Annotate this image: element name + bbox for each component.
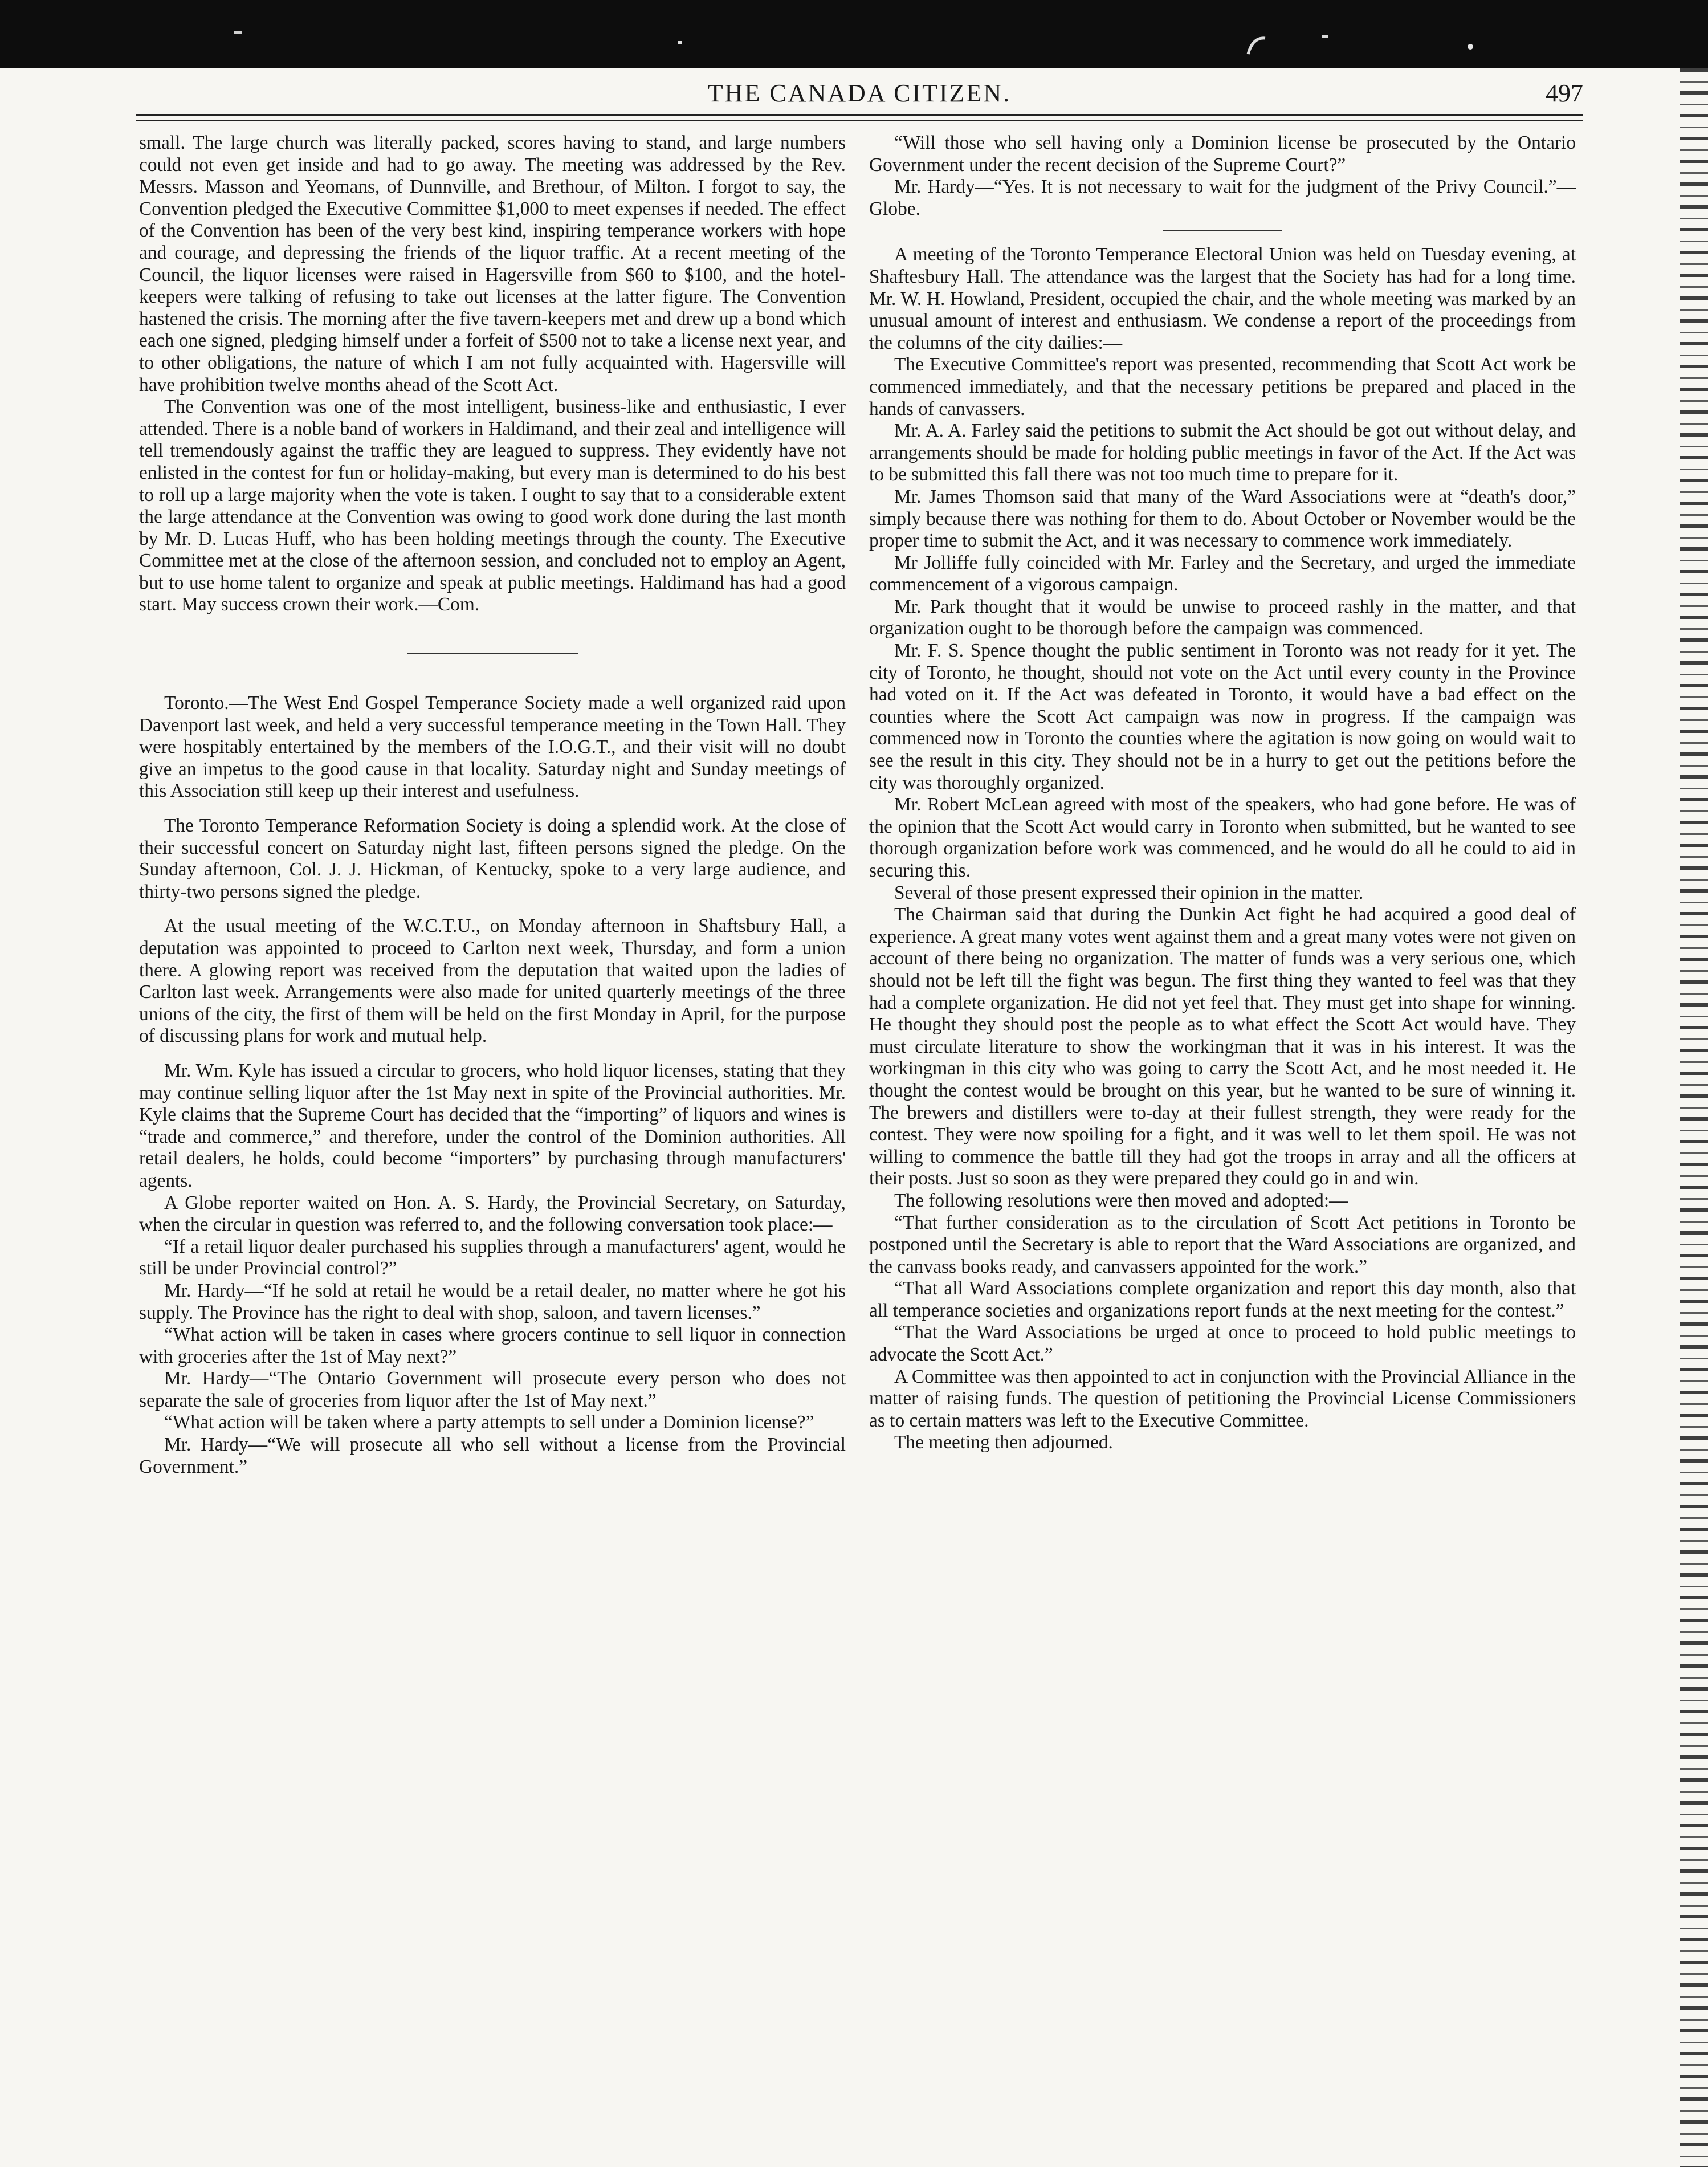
paragraph: A meeting of the Toronto Temperance Electoral Union was held on Tuesday evening, at Shaftesbury Hall. The attendance was the largest that the Society has had for a long time. Mr. W. H. Howland, President, occupied the chair, and the whole meeting was marked by an unusual amount of interest and enthusiasm. We condense a report of the proceedings from the columns of the city dailies:— (869, 244, 1576, 353)
paragraph: Mr. Wm. Kyle has issued a circular to grocers, who hold liquor licenses, stating that they may continue selling liquor after the 1st May next in spite of the Provincial authorities. Mr. Kyle claims that the Supreme Court has decided that the “importing” of liquors and wines is “trade and commerce,” and therefore, under the control of the Dominion authorities. All retail dealers, he holds, could become “importers” by purchasing through manufacturers' agents. (139, 1060, 846, 1191)
paragraph: The Chairman said that during the Dunkin Act fight he had acquired a good deal of experience. A great many votes went against them and a great many votes were not given on account of there being no organization. The matter of funds was a very serious one, which should not be left till the fight was begun. The first thing they wanted to feel was that they had a complete organization. He did not yet feel that. They must get into shape for winning. He thought they should post the people as to what effect the Scott Act would have. They must circulate literature to show the workingman that it was in his interest. It was the workingman in this city who was going to carry the Scott Act, and he most needed it. He thought the contest would be brought on this year, but he wanted to be sure of winning it. The brewers and distillers were to-day at their fullest strength, they were ready for the contest. They were now spoiling for a fight, and it was well to let them spoil. He was not willing to commence the battle till they had got the troops in array and all the officers at their posts. Just so soon as they were prepared they could go in and win. (869, 904, 1576, 1190)
paragraph: Mr. F. S. Spence thought the public sentiment in Toronto was not ready for it yet. The city of Toronto, he thought, should not vote on the Act until every county in the Province had voted on it. If the Act was defeated in Toronto, it would have a bad effect on the counties where the Scott Act campaign was now in progress. If the campaign was commenced now in Toronto the counties where the agitation is now going on would wait to see the result in this city. They should not be in a hurry to get out the petitions before the city was thoroughly organized. (869, 640, 1576, 793)
paragraph: Mr. A. A. Farley said the petitions to submit the Act should be got out without delay, and arrangements should be made for holding public meetings in favor of the Act. If the Act was to be submitted this fall there was not too much time to prepare for it. (869, 420, 1576, 486)
paragraph: Mr. Hardy—“Yes. It is not necessary to wait for the judgment of the Privy Council.”—Globe. (869, 176, 1576, 219)
paragraph: “That further consideration as to the circulation of Scott Act petitions in Toronto be postponed until the Secretary is able to report that the Ward Associations are organized, and the canvass books ready, and canvassers appointed for the work.” (869, 1212, 1576, 1277)
paragraph: Several of those present expressed their opinion in the matter. (894, 882, 1364, 903)
paragraph: Mr. Hardy—“If he sold at retail he would be a retail dealer, no matter where he got his supply. The Province has the right to deal with shop, saloon, and tavern licenses.” (139, 1280, 846, 1323)
paragraph: small. The large church was literally packed, scores having to stand, and large numbers could not even get inside and had to go away. The meeting was addressed by the Rev. Messrs. Masson and Yeomans, of Dunnville, and Brethour, of Milton. I forgot to say, the Convention pledged the Executive Committee $1,000 to meet expenses if needed. The effect of the Convention has been of the very best kind, inspiring temperance workers with hope and courage, and depressing the friends of the liquor traffic. At a recent meeting of the Council, the liquor licenses were raised in Hagersville from $60 to $100, and the hotel-keepers were talking of refusing to take out licenses at the latter figure. The Convention hastened the crisis. The morning after the five tavern-keepers met and drew up a bond which each one signed, pledging himself under a forfeit of $500 not to take a license next year, and to other obligations, the nature of which I am not fully acquainted with. Hagersville will have prohibition twelve months ahead of the Scott Act. (139, 132, 846, 396)
paragraph: The meeting then adjourned. (894, 1432, 1113, 1453)
paragraph: The Convention was one of the most intelligent, business-like and enthusiastic, I ever attended. There is a noble band of workers in Haldimand, and their zeal and intelligence will tell tremendously against the traffic they are leagued to suppress. They evidently have not enlisted in the contest for fun or holiday-making, but every man is determined to do his best to roll up a large majority when the vote is taken. I ought to say that to a considerable extent the large attendance at the Convention was owing to good work done during the last month by Mr. D. Lucas Huff, who has been holding meetings through the county. The Executive Committee met at the close of the afternoon session, and concluded not to employ an Agent, but to use home talent to organize and speak at public meetings. Haldimand has had a good start. May success crown their work.—Com. (139, 396, 846, 616)
paragraph: Mr. Hardy—“We will prosecute all who sell without a license from the Provincial Government.” (139, 1434, 846, 1477)
left-column (139, 132, 846, 1478)
page-header (136, 74, 1583, 114)
paragraph: Mr. Park thought that it would be unwise to proceed rashly in the matter, and that organization ought to be thorough before the campaign was commenced. (869, 596, 1576, 639)
header-rule-thin (136, 120, 1583, 121)
paragraph: Mr. Hardy—“The Ontario Government will prosecute every person who does not separate the sale of groceries from liquor after the 1st of May next.” (139, 1368, 846, 1411)
paragraph: Mr. James Thomson said that many of the Ward Associations were at “death's door,” simply because there was nothing for them to do. About October or November would be the proper time to submit the Act, and it was necessary to commence work immediately. (869, 486, 1576, 552)
scan-top-border (0, 0, 1708, 68)
header-rule (136, 114, 1583, 116)
paragraph: The Executive Committee's report was presented, recommending that Scott Act work be commenced immediately, and that the necessary petitions be prepared and placed in the hands of canvassers. (869, 354, 1576, 419)
paragraph: “That all Ward Associations complete organization and report this day month, also that all temperance societies and organizations report funds at the next meeting for the contest.” (869, 1278, 1576, 1321)
paragraph: A Committee was then appointed to act in conjunction with the Provincial Alliance in the matter of raising funds. The question of petitioning the Provincial License Commissioners as to certain matters was left to the Executive Committee. (869, 1366, 1576, 1431)
paragraph: “Will those who sell having only a Dominion license be prosecuted by the Ontario Government under the recent decision of the Supreme Court?” (869, 132, 1576, 176)
paragraph: “If a retail liquor dealer purchased his supplies through a manufacturers' agent, would he still be under Provincial control?” (139, 1236, 846, 1280)
paragraph: Mr. Robert McLean agreed with most of the speakers, who had gone before. He was of the opinion that the Scott Act would carry in Toronto when submitted, but he wanted to see thorough organization before work was commenced, and he would do all he could to aid in securing this. (869, 794, 1576, 881)
scan-artifact (0, 0, 1708, 68)
paragraph: “What action will be taken in cases where grocers continue to sell liquor in connection with groceries after the 1st of May next?” (139, 1324, 846, 1367)
paragraph: The following resolutions were then moved and adopted:— (894, 1190, 1348, 1211)
paragraph: At the usual meeting of the W.C.T.U., on Monday afternoon in Shaftsbury Hall, a deputation was appointed to proceed to Carlton next week, Thursday, and form a union there. A glowing report was received from the deputation that waited upon the ladies of Carlton last week. Arrangements were also made for united quarterly meetings of the three unions of the city, the first of them will be held on the first Monday in April, for the purpose of discussing plans for work and mutual help. (139, 915, 846, 1047)
publication-title: THE CANADA CITIZEN. (707, 79, 1012, 107)
section-divider (407, 653, 578, 654)
page-number: 497 (1546, 79, 1583, 107)
paragraph: A Globe reporter waited on Hon. A. S. Hardy, the Provincial Secretary, on Saturday, when the circular in question was referred to, and the following conversation took place:— (139, 1192, 846, 1236)
section-divider (1163, 230, 1282, 231)
right-column (869, 132, 1576, 1454)
paragraph: “That the Ward Associations be urged at once to proceed to hold public meetings to advocate the Scott Act.” (869, 1322, 1576, 1366)
paragraph: The Toronto Temperance Reformation Society is doing a splendid work. At the close of their successful concert on Saturday night last, fifteen persons signed the pledge. On the Sunday afternoon, Col. J. J. Hickman, of Kentucky, spoke to a very large audience, and thirty-two persons signed the pledge. (139, 815, 846, 902)
scan-right-edge (1680, 68, 1708, 2167)
paragraph: Toronto.—The West End Gospel Temperance Society made a well organized raid upon Davenport last week, and held a very successful temperance meeting in the Town Hall. They were hospitably entertained by the members of the I.O.G.T., and their visit will no doubt give an impetus to the good cause in that locality. Saturday night and Sunday meetings of this Association still keep up their interest and usefulness. (139, 693, 846, 802)
paragraph: Mr Jolliffe fully coincided with Mr. Farley and the Secretary, and urged the immediate commencement of a vigorous campaign. (869, 552, 1576, 596)
paragraph: “What action will be taken where a party attempts to sell under a Dominion license?” (164, 1412, 814, 1433)
